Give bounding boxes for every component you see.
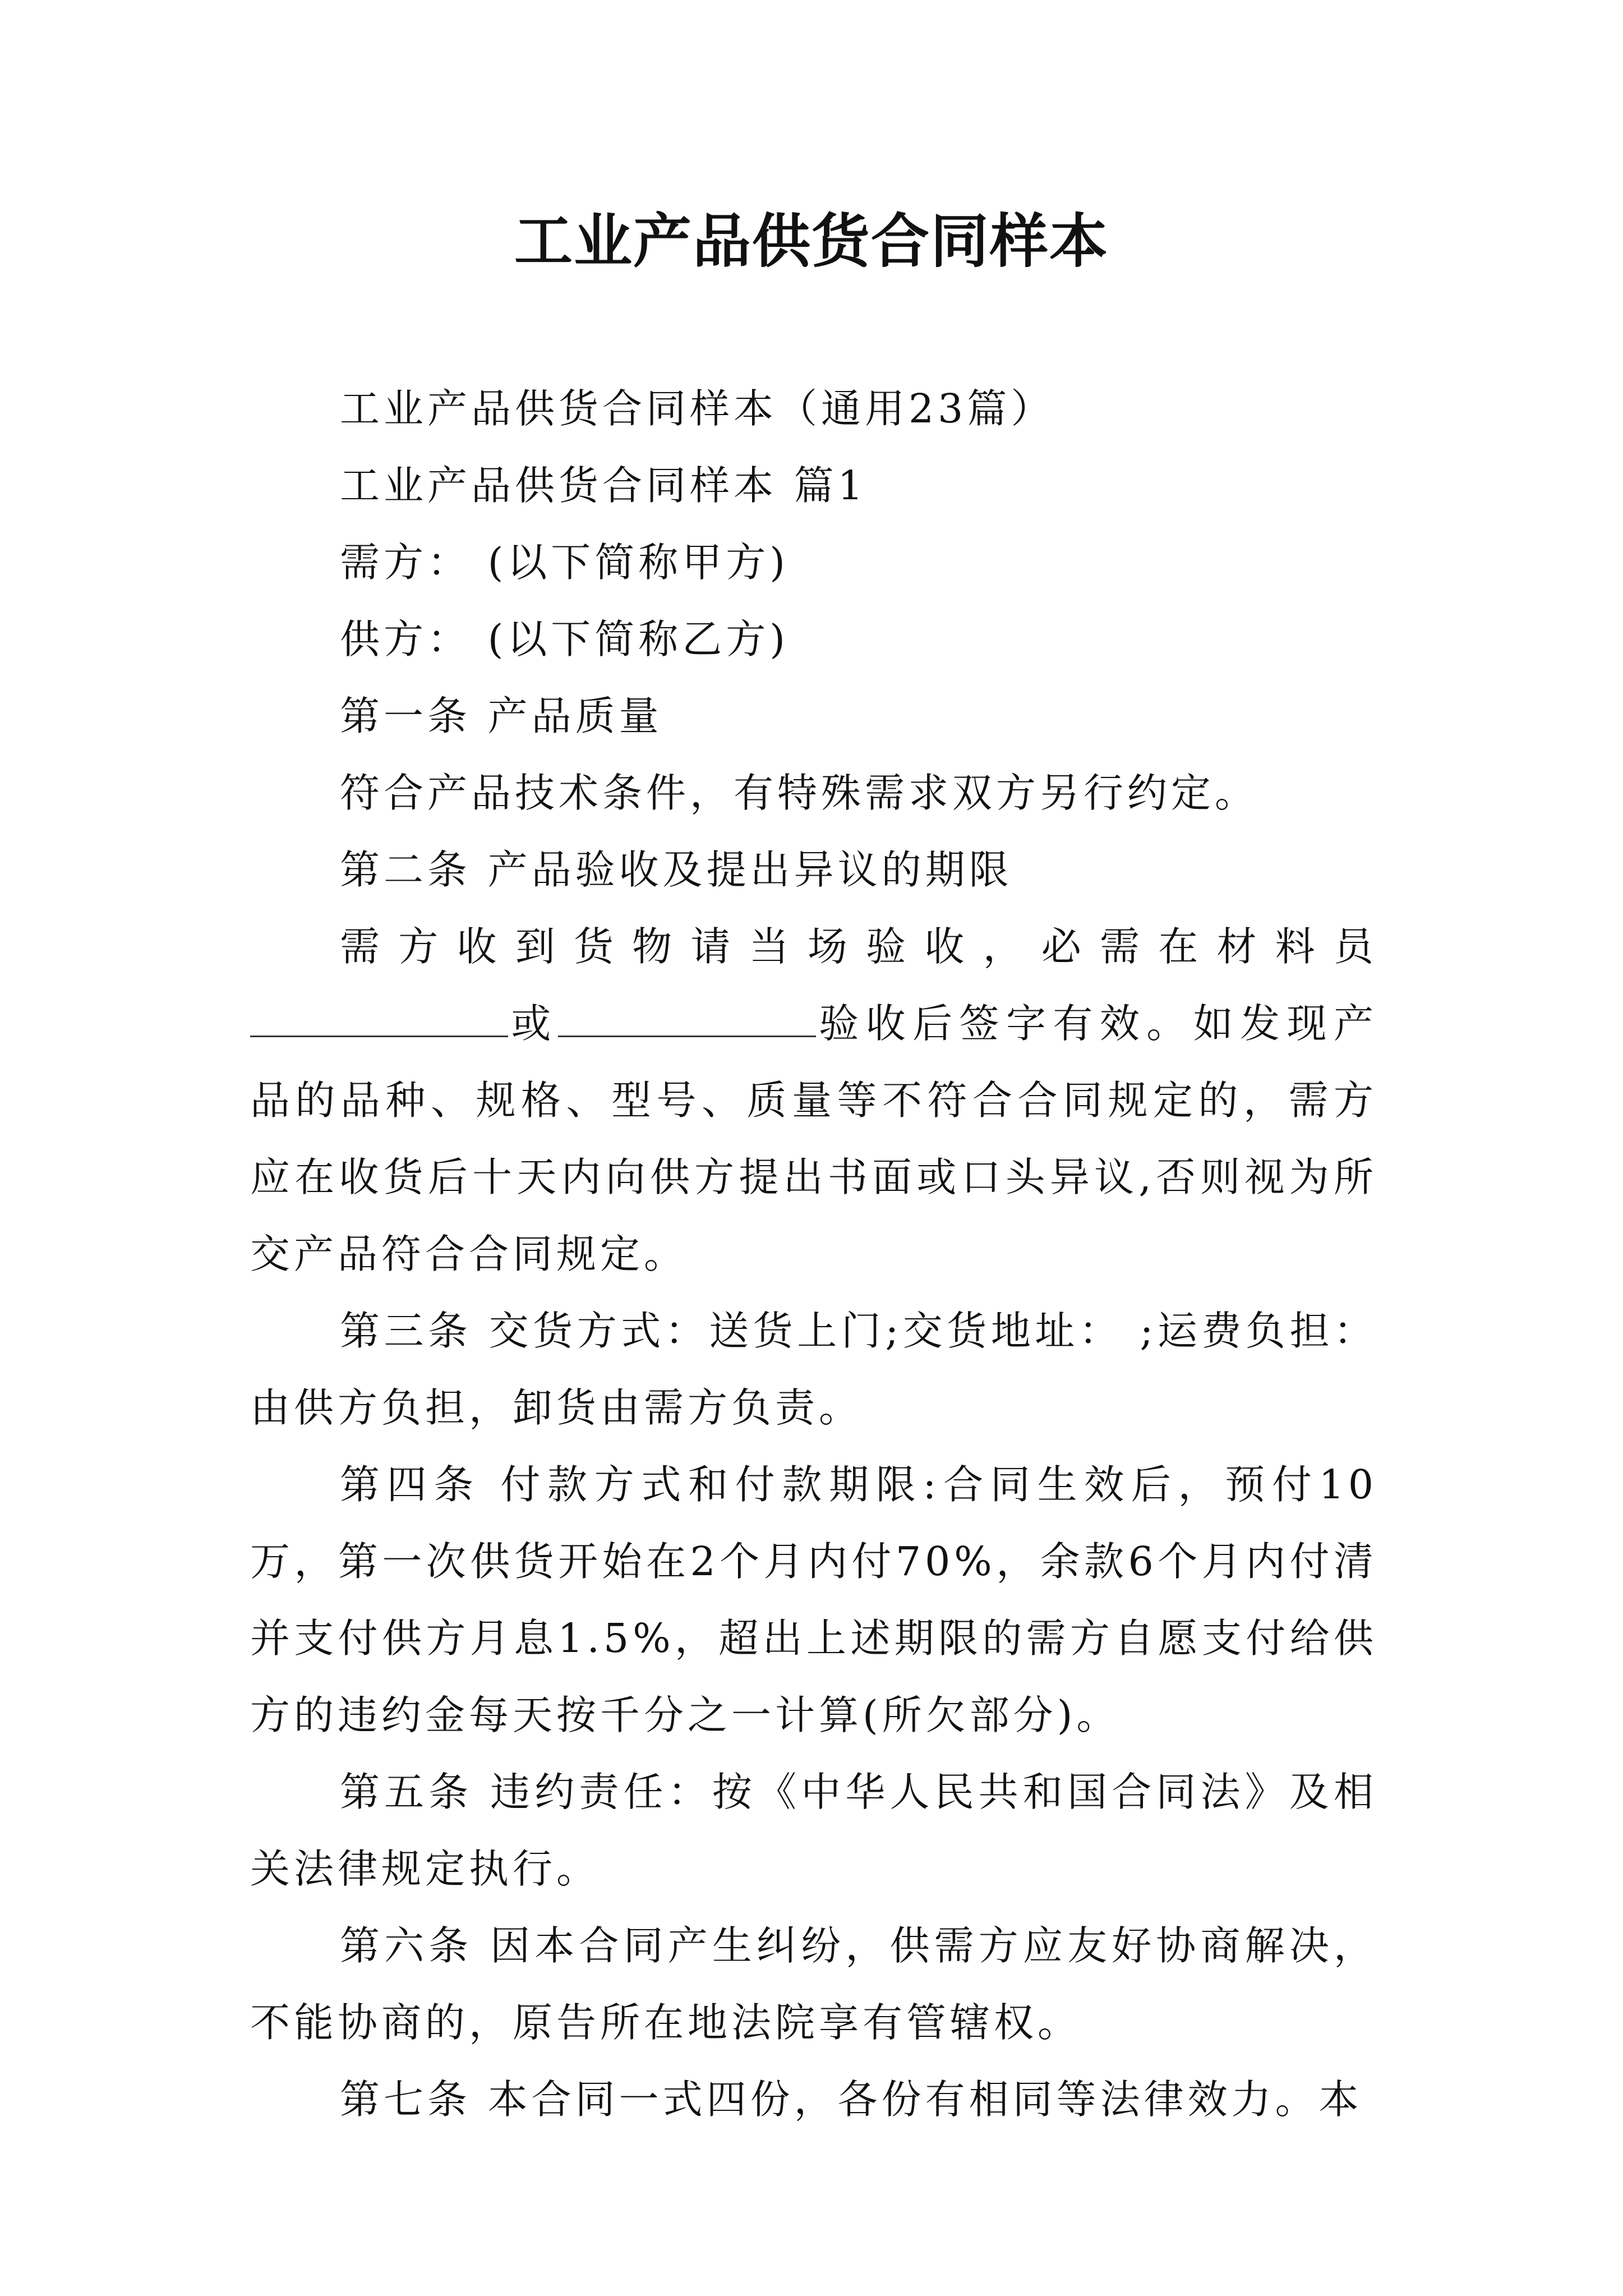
document-title: 工业产品供货合同样本 (514, 207, 1109, 275)
article-6: 第六条 因本合同产生纠纷，供需方应友好协商解决，不能协商的，原告所在地法院享有管辖权。 (250, 1922, 1377, 2046)
article-7: 第七条 本合同一式四份，各份有相同等法律效力。本 (340, 2076, 1363, 2123)
document-body (250, 370, 1377, 2138)
article-2-heading: 第二条 产品验收及提出异议的期限 (340, 846, 1013, 893)
article-2-text-a: 需方收到货物请当场验收，必需在材料员 (340, 923, 1377, 970)
article-5: 第五条 违约责任：按《中华人民共和国合同法》及相关法律规定执行。 (250, 1769, 1377, 1892)
article-2-text-b: 或 (508, 1000, 558, 1047)
article-3: 第三条 交货方式：送货上门;交货地址： ;运费负担：由供方负担，卸货由需方负责。 (250, 1308, 1377, 1431)
document-subtitle: 工业产品供货合同样本（通用23篇） (340, 385, 1055, 432)
article-1-body: 符合产品技术条件，有特殊需求双方另行约定。 (340, 770, 1259, 816)
buyer-line: 需方： (以下简称甲方) (340, 539, 789, 586)
signature-blank-1 (250, 1002, 508, 1037)
section-heading: 工业产品供货合同样本 篇1 (340, 462, 867, 509)
article-2-text-c: 验收后签字有效。如发现产品的品种、规格、型号、质量等不符合合同规定的，需方应在收货后十天内向供方提出书面或口头异议,否则视为所交产品符合合同规定。 (250, 1000, 1377, 1277)
signature-blank-2 (558, 1002, 816, 1037)
article-2-body (250, 908, 1377, 1292)
article-1-heading: 第一条 产品质量 (340, 693, 663, 739)
supplier-line: 供方： (以下简称乙方) (340, 616, 789, 662)
article-4: 第四条 付款方式和付款期限:合同生效后，预付10万，第一次供货开始在2个月内付70%，余款6个月内付清并支付供方月息1.5%，超出上述期限的需方自愿支付给供方的违约金每天按千分之一计算(所欠部分)。 (250, 1461, 1377, 1738)
